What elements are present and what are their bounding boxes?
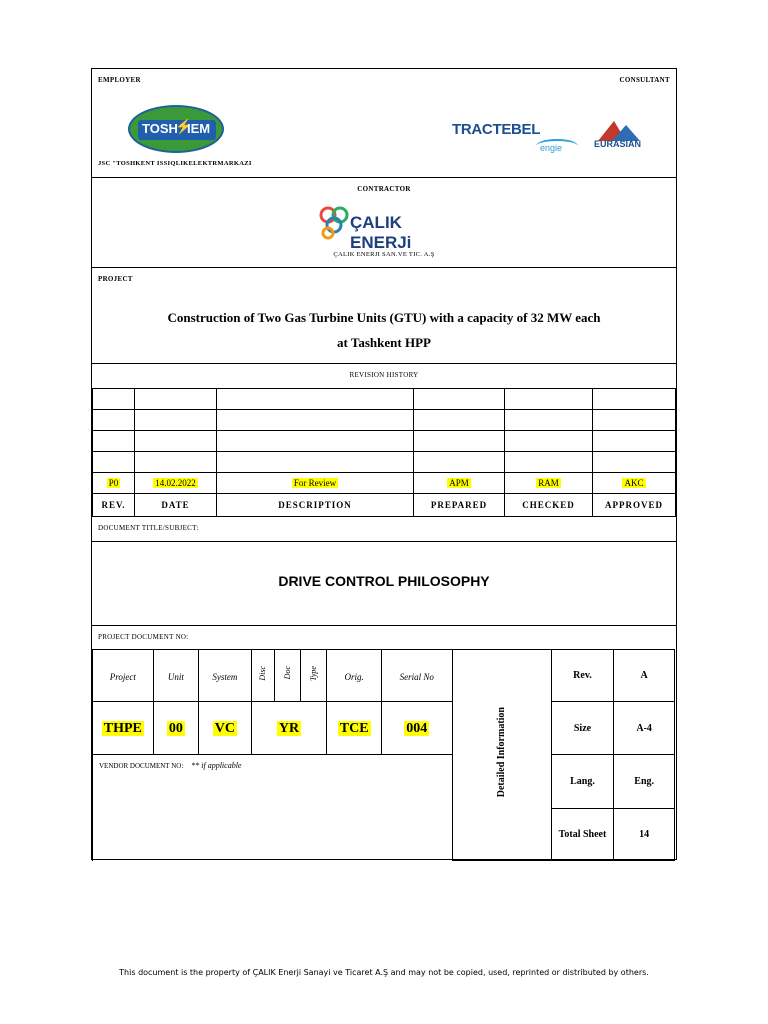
tractebel-text: TRACTEBEL [452,121,541,138]
vendor-document-label: VENDOR DOCUMENT NO: [99,762,184,770]
label-type: Type [309,665,319,681]
rev-value: P0 [108,478,119,488]
contractor-name: ÇALIK ENERJI SAN.VE TIC. A.Ş [333,251,435,258]
label-project: Project [109,671,136,682]
table-row [93,431,676,452]
eurasian-text: EURASIAN [594,139,642,149]
employer-label: EMPLOYER [98,76,141,84]
employer-name: JSC "TOSHKENT ISSIQLIKELEKTRMARKAZI [98,160,252,167]
vendor-document-cell [93,755,453,861]
contractor-label: CONTRACTOR [357,185,411,193]
document-number-table [92,649,675,861]
table-row [93,389,676,410]
vendor-document-note: ** if applicable [191,761,242,770]
project-title [92,305,676,355]
side-value-lang: Eng. [614,755,675,809]
value-project: THPE [103,721,142,736]
consultant-label: CONSULTANT [619,76,670,84]
header-rev: REV. [93,494,135,517]
revision-history-label: REVISION HISTORY [349,371,419,379]
project-title-line1: Construction of Two Gas Turbine Units (GTU) with a capacity of 32 MW each [167,310,601,325]
footer-note: This document is the property of ÇALIK Enerji Sanayi ve Ticaret A.Ş and may not be copied, used, reprinted or distributed by others. [119,968,649,977]
description-value: For Review [293,478,337,488]
label-doc: Doc [282,666,292,680]
revision-table [92,388,676,517]
side-label-rev: Rev. [551,650,614,702]
eurasian-logo [592,117,652,157]
table-row [93,410,676,431]
header-description: DESCRIPTION [217,494,414,517]
approved-value: AKC [624,478,644,488]
value-unit: 00 [168,721,183,736]
label-system: System [212,671,238,682]
side-label-total-sheet: Total Sheet [551,809,614,861]
employer-logo [128,105,224,153]
tractebel-logo [452,121,582,157]
calik-logo [314,201,464,252]
header-prepared: PREPARED [414,494,505,517]
header-approved: APPROVED [593,494,676,517]
document-frame [91,68,677,860]
calik-logo-text: ÇALIK ENERJi [350,213,412,252]
value-serial: 004 [406,721,428,736]
label-orig: Orig. [344,671,364,682]
engie-text: engie [540,143,563,153]
project-label: PROJECT [98,275,133,283]
value-system: VC [214,721,235,736]
project-document-no-label: PROJECT DOCUMENT NO: [98,633,189,641]
label-serial: Serial No [399,671,434,682]
document-title-label: DOCUMENT TITLE/SUBJECT: [98,524,199,532]
side-label-lang: Lang. [551,755,614,809]
employer-logo-text-right: IEM [187,121,211,136]
detailed-info-label: Detailed Information [496,707,508,798]
project-title-line2: at Tashkent HPP [337,335,431,350]
header-date: DATE [135,494,217,517]
value-disc-doc-type: YR [278,721,300,736]
side-value-size: A-4 [614,702,675,755]
side-label-size: Size [551,702,614,755]
lightning-icon: ⚡ [175,120,193,135]
calik-logo-icon [314,201,354,241]
date-value: 14.02.2022 [155,478,196,488]
document-title: DRIVE CONTROL PHILOSOPHY [278,573,490,589]
side-value-total-sheet: 14 [614,809,675,861]
employer-logo-text-left: TOSH [142,121,178,136]
value-orig: TCE [339,721,369,736]
checked-value: RAM [538,478,559,488]
table-header-row [93,494,676,517]
table-row-p0 [93,473,676,494]
label-unit: Unit [167,671,184,682]
side-value-rev: A [614,650,675,702]
detailed-info-cell [452,650,551,861]
label-disc: Disc [258,665,268,681]
header-checked: CHECKED [505,494,593,517]
prepared-value: APM [449,478,469,488]
table-row [93,452,676,473]
